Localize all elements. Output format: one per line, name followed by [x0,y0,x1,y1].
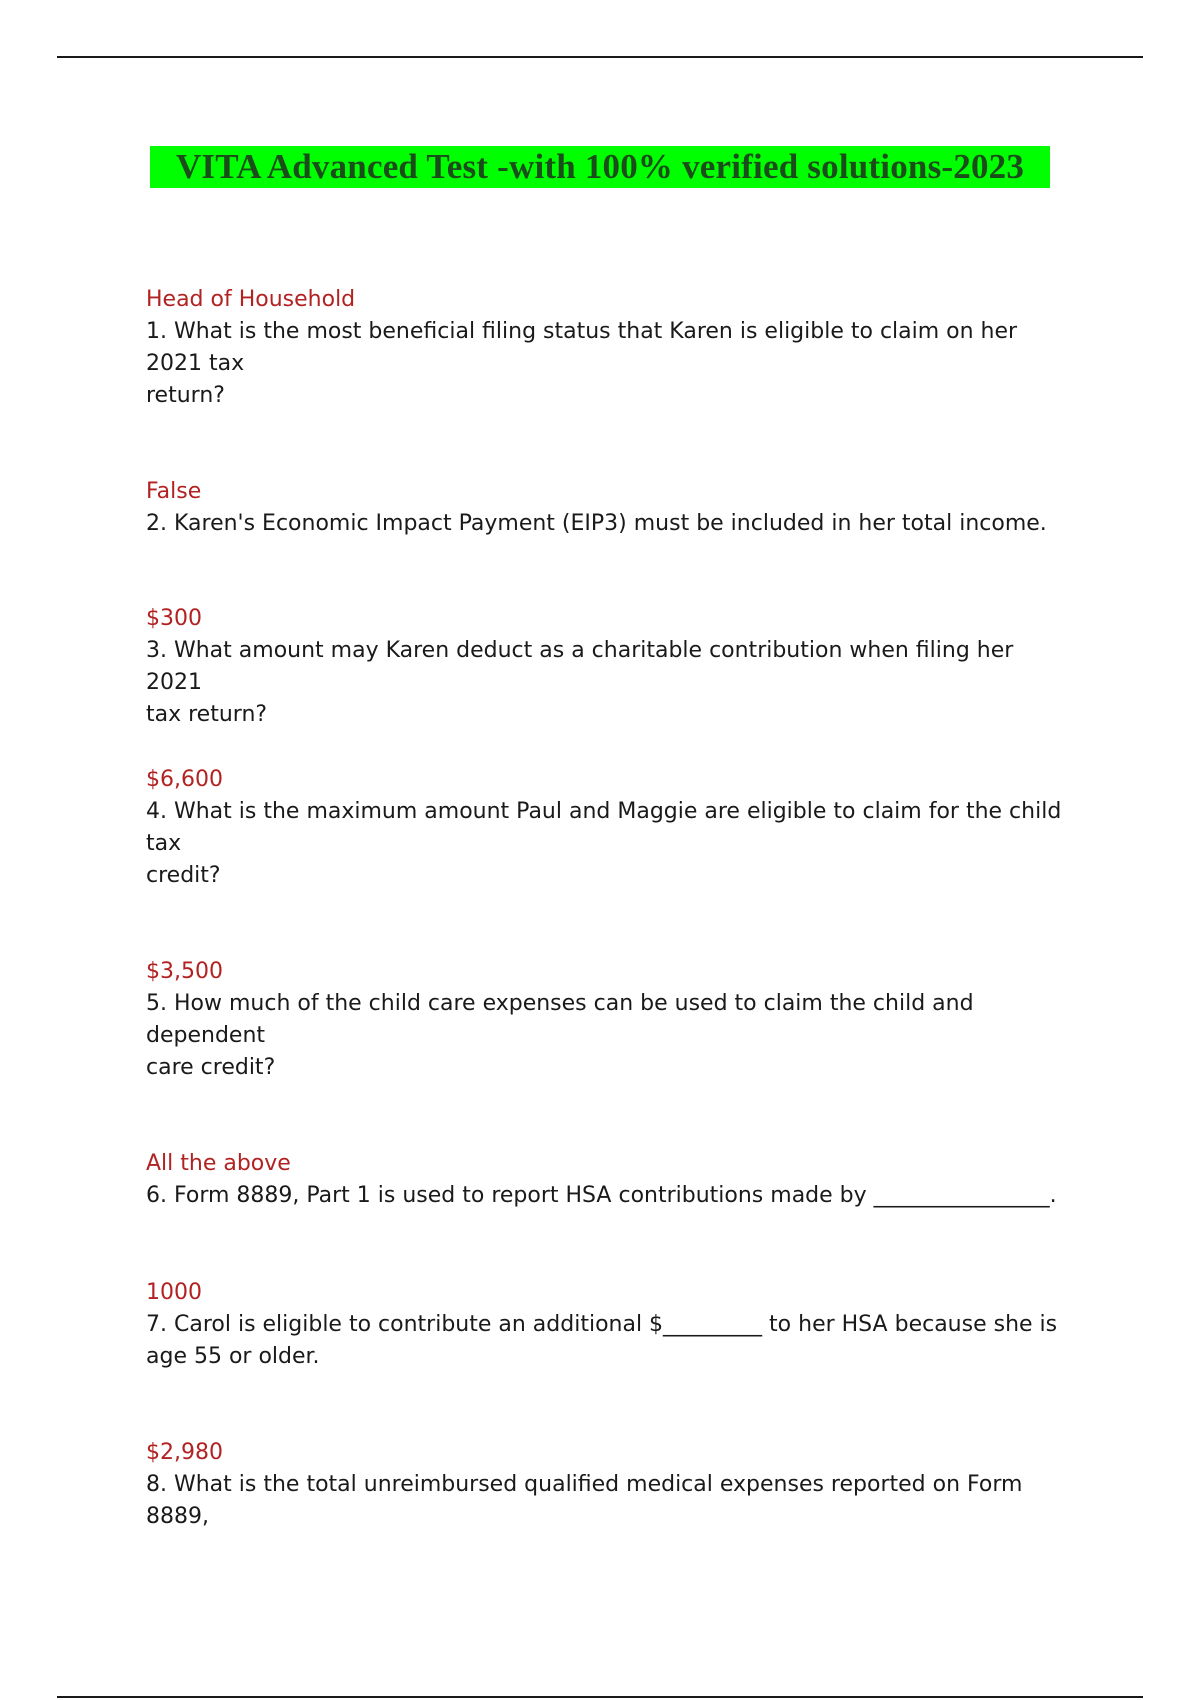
question-text: 3. What amount may Karen deduct as a charitable contribution when filing her 2021 tax return? [146,638,1014,727]
qa-item-1 [146,284,1066,412]
top-rule [57,56,1143,58]
bottom-rule [57,1696,1143,1698]
question-text: 2. Karen's Economic Impact Payment (EIP3) must be included in her total income. [146,511,1047,536]
answer-text: 1000 [146,1280,202,1305]
answer-text: $2,980 [146,1440,223,1465]
qa-item-4 [146,764,1066,892]
answer-text: Head of Household [146,287,356,312]
answer-text: $3,500 [146,959,223,984]
title-highlight [150,146,1050,188]
question-text: 7. Carol is eligible to contribute an additional $_________ to her HSA because she is age 55 or older. [146,1312,1058,1369]
question-text: 8. What is the total unreimbursed qualified medical expenses reported on Form 8889, [146,1472,1023,1529]
qa-item-8 [146,1437,1066,1533]
qa-item-6 [146,1148,1066,1212]
question-text: 6. Form 8889, Part 1 is used to report HSA contributions made by ________________. [146,1183,1057,1208]
question-text: 5. How much of the child care expenses can be used to claim the child and dependent care credit? [146,991,974,1080]
document-title: VITA Advanced Test -with 100% verified solutions-2023 [175,147,1025,186]
qa-item-2 [146,476,1066,540]
qa-item-5 [146,956,1066,1084]
answer-text: $300 [146,606,202,631]
question-text: 1. What is the most beneficial filing status that Karen is eligible to claim on her 2021 tax return? [146,319,1018,408]
answer-text: False [146,479,202,504]
answer-text: All the above [146,1151,291,1176]
answer-text: $6,600 [146,767,223,792]
question-text: 4. What is the maximum amount Paul and Maggie are eligible to claim for the child tax credit? [146,799,1062,888]
qa-item-7 [146,1277,1066,1373]
qa-item-3 [146,603,1066,731]
